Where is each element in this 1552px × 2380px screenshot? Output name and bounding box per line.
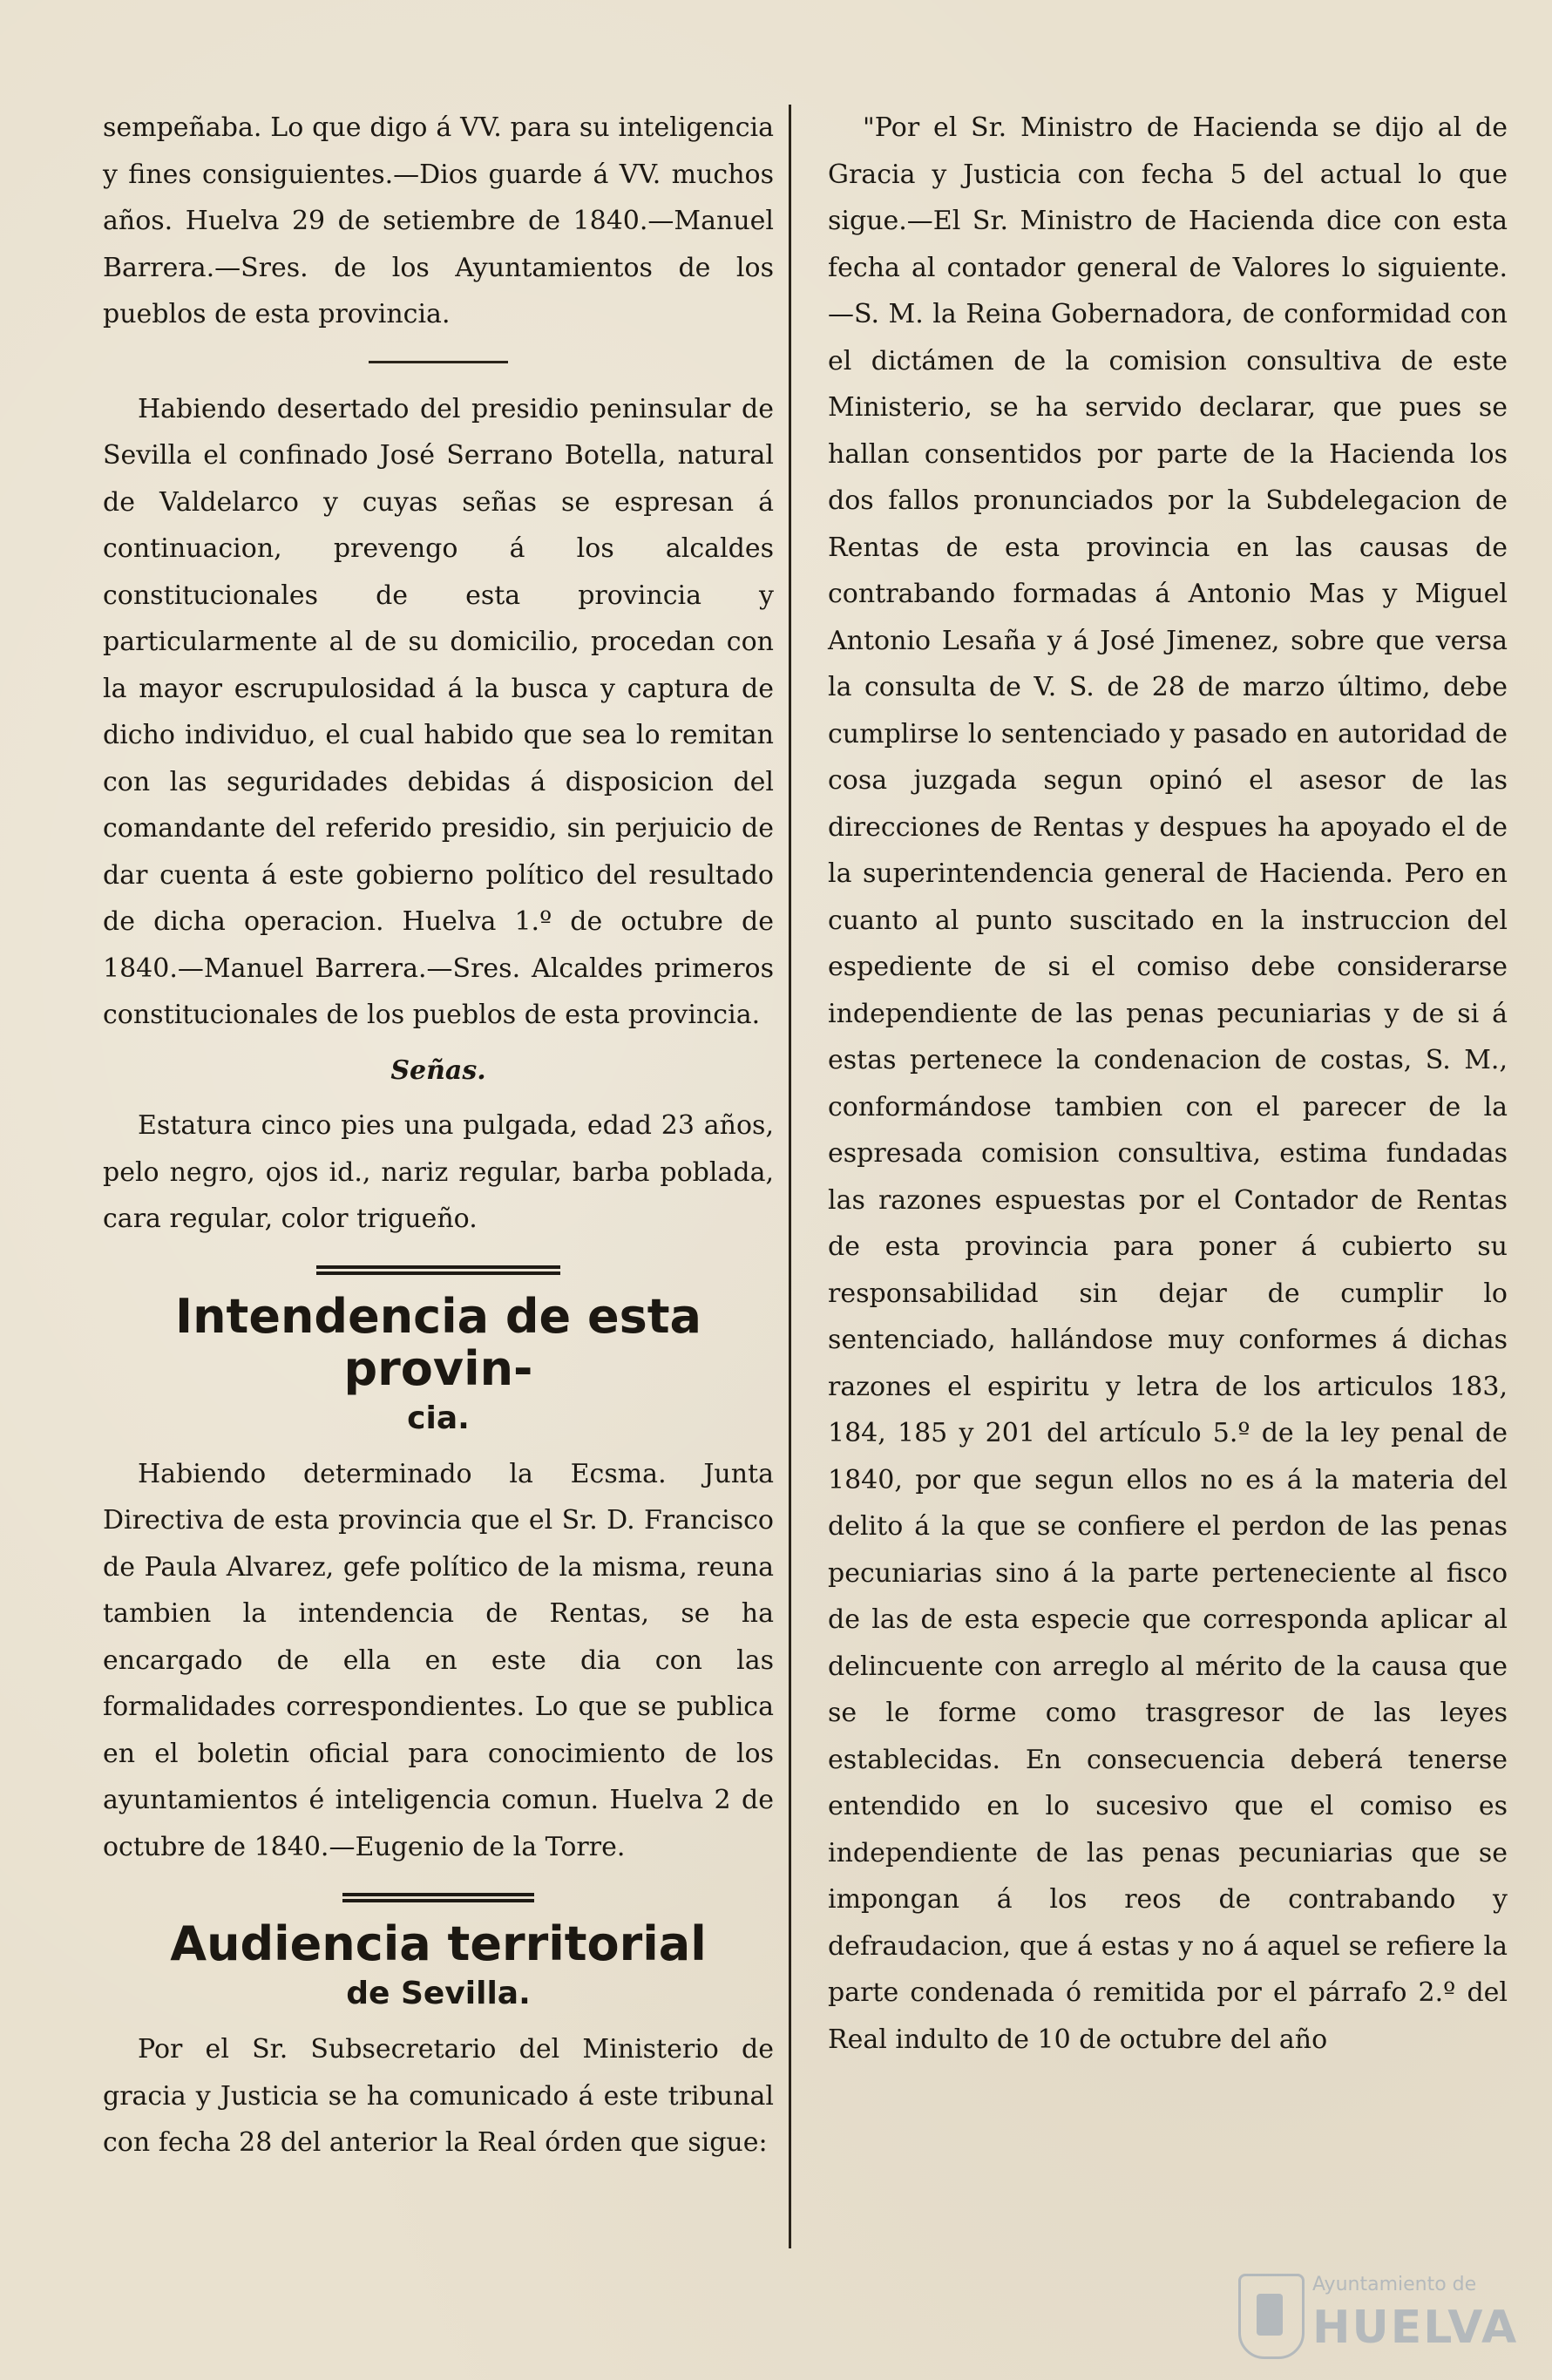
paragraph-description: Estatura cinco pies una pulgada, edad 23 años, pelo negro, ojos id., nariz regular, barba poblada, cara regular, color trigueño. (103, 1110, 774, 1234)
right-column (828, 105, 1508, 2275)
senas-title: Señas. (390, 1054, 486, 1086)
double-rule-2 (342, 1893, 534, 1902)
paragraph-desertion-notice: Habiendo desertado del presidio peninsular de Sevilla el confinado José Serrano Botella, natural de Valdelarco y cuyas señas se espresan á continuacion, prevengo á los alcaldes constitucionales de esta provincia y particularmente al de su domicilio, procedan con la mayor escrupulosidad á la busca y captura de dicho individuo, el cual habido que sea lo remitan con las seguridades debidas á disposicion del comandante del referido presidio, sin perjuicio de dar cuenta á este gobierno político del resultado de dicha operacion. Huelva 1.º de octubre de 1840.—Manuel Barrera.—Sres. Alcaldes primeros constitucionales de los pueblos de esta provincia. (103, 393, 774, 1030)
section-heading-audiencia: Audiencia territorial (170, 1916, 707, 1971)
column-divider (789, 105, 791, 2248)
short-rule (369, 361, 508, 363)
paragraph-real-orden: "Por el Sr. Ministro de Hacienda se dijo al de Gracia y Justicia con fecha 5 del actual lo que sigue.—El Sr. Ministro de Hacienda dice con esta fecha al contador general de Valores lo siguiente.—S. M. la Reina Gobernadora, de conformidad con el dictámen de la comision consultiva de este Ministerio, se ha servido declarar, que pues se hallan consentidos por parte de la Hacienda los dos fallos pronunciados por la Subdelegacion de Rentas de esta provincia en las causas de contrabando formadas á Antonio Mas y Miguel Antonio Lesaña y á José Jimenez, sobre que versa la consulta de V. S. de 28 de marzo último, debe cumplirse lo sentenciado y pasado en autoridad de cosa juzgada segun opinó el asesor de las direcciones de Rentas y despues ha apoyado el de la superintendencia general de Hacienda. Pero en cuanto al punto suscitado en la instruccion del espediente de si el comiso debe considerarse independiente de las penas pecuniarias y de si á estas pertenece la condenacion de costas, S. M., conformándose tambien con el parecer de la espresada comision consultiva, estima fundadas las razones espuestas por el Contador de Rentas de esta provincia para poner á cubierto su responsabilidad sin dejar de cumplir lo sentenciado, hallándose muy conformes á dichas razones el espiritu y letra de los articulos 183, 184, 185 y 201 del artículo 5.º de la ley penal de 1840, por que segun ellos no es á la materia del delito á la que se confiere el perdon de las penas pecuniarias sino á la parte perteneciente al fisco de las de esta especie que corresponda aplicar al delincuente con arreglo al mérito de la causa que se le forme como trasgresor de las leyes establecidas. En consecuencia deberá tenerse entendido en lo sucesivo que el comiso es independiente de las penas pecuniarias que se impongan á los reos de contrabando y defraudacion, que á estas y no á aquel se refiere la parte condenada ó remitida por el párrafo 2.º del Real indulto de 10 de octubre del año (828, 112, 1508, 2055)
shield-icon (1238, 2274, 1305, 2359)
watermark-text-small: Ayuntamiento de (1312, 2274, 1477, 2295)
paragraph-audiencia: Por el Sr. Subsecretario del Ministerio de gracia y Justicia se ha comunicado á este tribunal con fecha 28 del anterior la Real órden que sigue: (103, 2034, 774, 2158)
paragraph-intendencia: Habiendo determinado la Ecsma. Junta Directiva de esta provincia que el Sr. D. Francisco de Paula Alvarez, gefe político de la misma, reuna tambien la intendencia de Rentas, se ha encargado de ella en este dia con las formalidades correspondientes. Lo que se publica en el boletin oficial para conocimiento de los ayuntamientos é inteligencia comun. Huelva 2 de octubre de 1840.—Eugenio de la Torre. (103, 1458, 774, 1862)
left-column (103, 105, 774, 2275)
watermark-text-big: HUELVA (1312, 2302, 1519, 2354)
watermark-logo (1238, 2267, 1526, 2363)
double-rule (316, 1265, 560, 1275)
paragraph-closing-notice: sempeñaba. Lo que digo á VV. para su inteligencia y fines consiguientes.—Dios guarde á VV. muchos años. Huelva 29 de setiembre de 1840.—Manuel Barrera.—Sres. de los Ayuntamientos de los pueblos de esta provincia. (103, 112, 774, 329)
section-heading-audiencia-cont: de Sevilla. (346, 1976, 531, 2011)
section-heading-intendencia-cont: cia. (407, 1400, 470, 1436)
section-heading-intendencia: Intendencia de esta provin- (175, 1288, 701, 1396)
